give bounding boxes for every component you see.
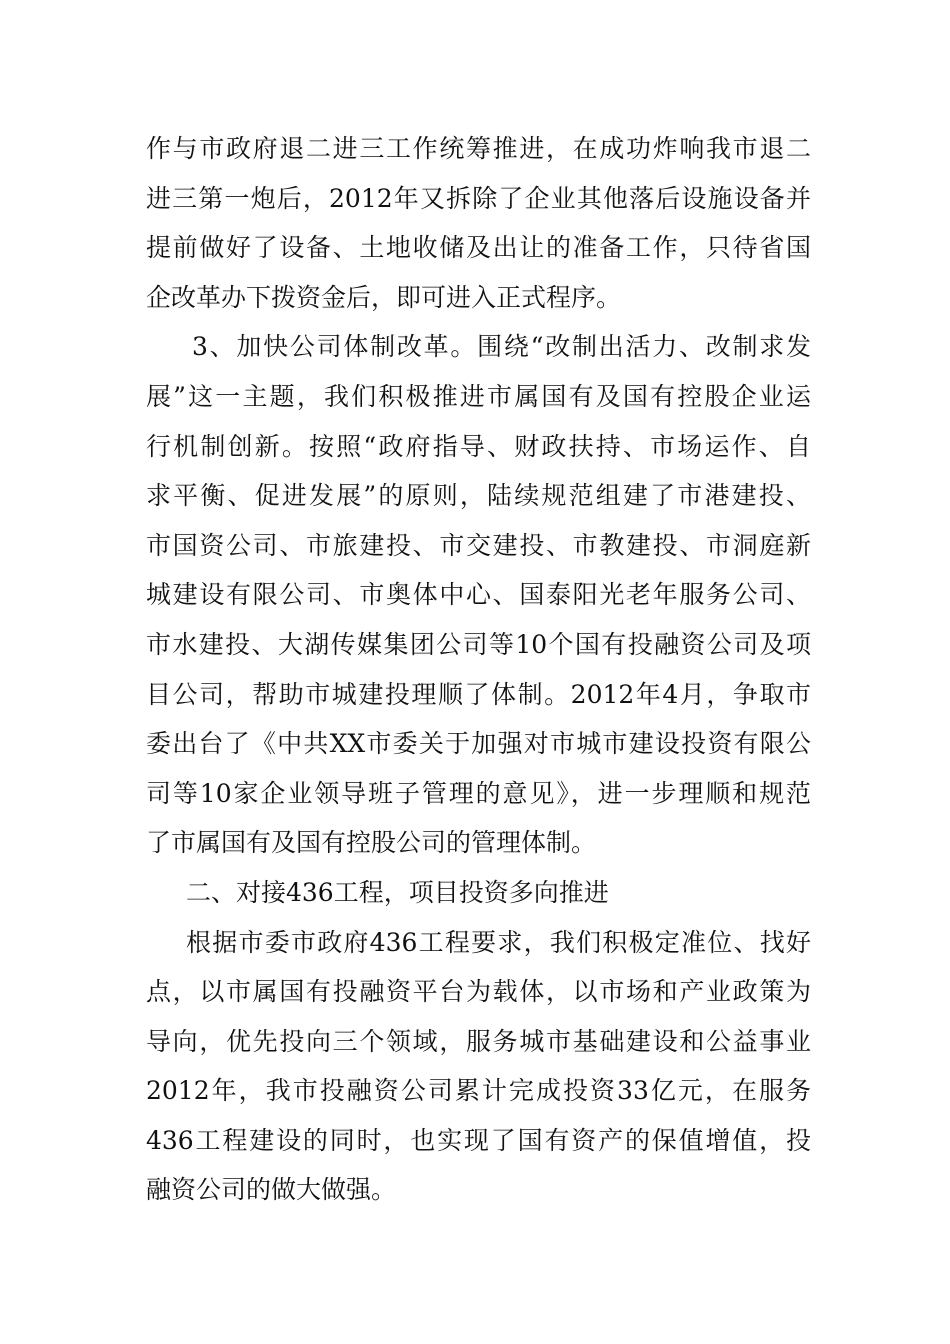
paragraph-line: 2012年，我市投融资公司累计完成投资33亿元，在服务 (146, 1076, 811, 1106)
section-heading: 二、对接436工程，项目投资多向推进 (186, 877, 609, 907)
paragraph-line: 作与市政府退二进三工作统筹推进，在成功炸响我市退二 (146, 134, 811, 163)
paragraph-line: 司等10家企业领导班子管理的意见》，进一步理顺和规范 (146, 778, 811, 808)
document-body (146, 124, 811, 1215)
paragraph-line: 导向，优先投向三个领域，服务城市基础建设和公益事业 (146, 1026, 811, 1056)
section-3-first-line: 3、加快公司体制改革。围绕“改制出活力、改制求发 (192, 332, 811, 362)
paragraph-line: 目公司，帮助市城建投理顺了体制。2012年4月，争取市 (146, 679, 811, 709)
paragraph-line: 行机制创新。按照“政府指导、财政扶持、市场运作、自 (146, 431, 811, 461)
paragraph-line: 求平衡、促进发展”的原则，陆续规范组建了市港建投、 (146, 481, 811, 511)
paragraph-line: 融资公司的做大做强。 (146, 1175, 397, 1205)
paragraph-line: 提前做好了设备、土地收储及出让的准备工作，只待省国 (146, 233, 811, 263)
paragraph-line: 了市属国有及国有控股公司的管理体制。 (146, 828, 597, 858)
paragraph-line: 企改革办下拨资金后，即可进入正式程序。 (146, 282, 622, 312)
paragraph-line: 436工程建设的同时，也实现了国有资产的保值增值，投 (146, 1125, 811, 1155)
paragraph-line: 城建设有限公司、市奥体中心、国泰阳光老年服务公司、 (146, 580, 811, 610)
paragraph-line: 市水建投、大湖传媒集团公司等10个国有投融资公司及项 (146, 629, 811, 659)
paragraph-line: 展”这一主题，我们积极推进市属国有及国有控股企业运 (146, 381, 811, 411)
paragraph-line: 委出台了《中共XX市委关于加强对市城市建设投资有限公 (146, 729, 811, 759)
paragraph-line: 进三第一炮后，2012年又拆除了企业其他落后设施设备并 (146, 183, 811, 213)
paragraph-line: 市国资公司、市旅建投、市交建投、市教建投、市洞庭新 (146, 530, 811, 560)
paragraph-line: 点，以市属国有投融资平台为载体，以市场和产业政策为 (146, 977, 811, 1007)
paragraph-first-line: 根据市委市政府436工程要求，我们积极定准位、找好 (186, 927, 811, 957)
